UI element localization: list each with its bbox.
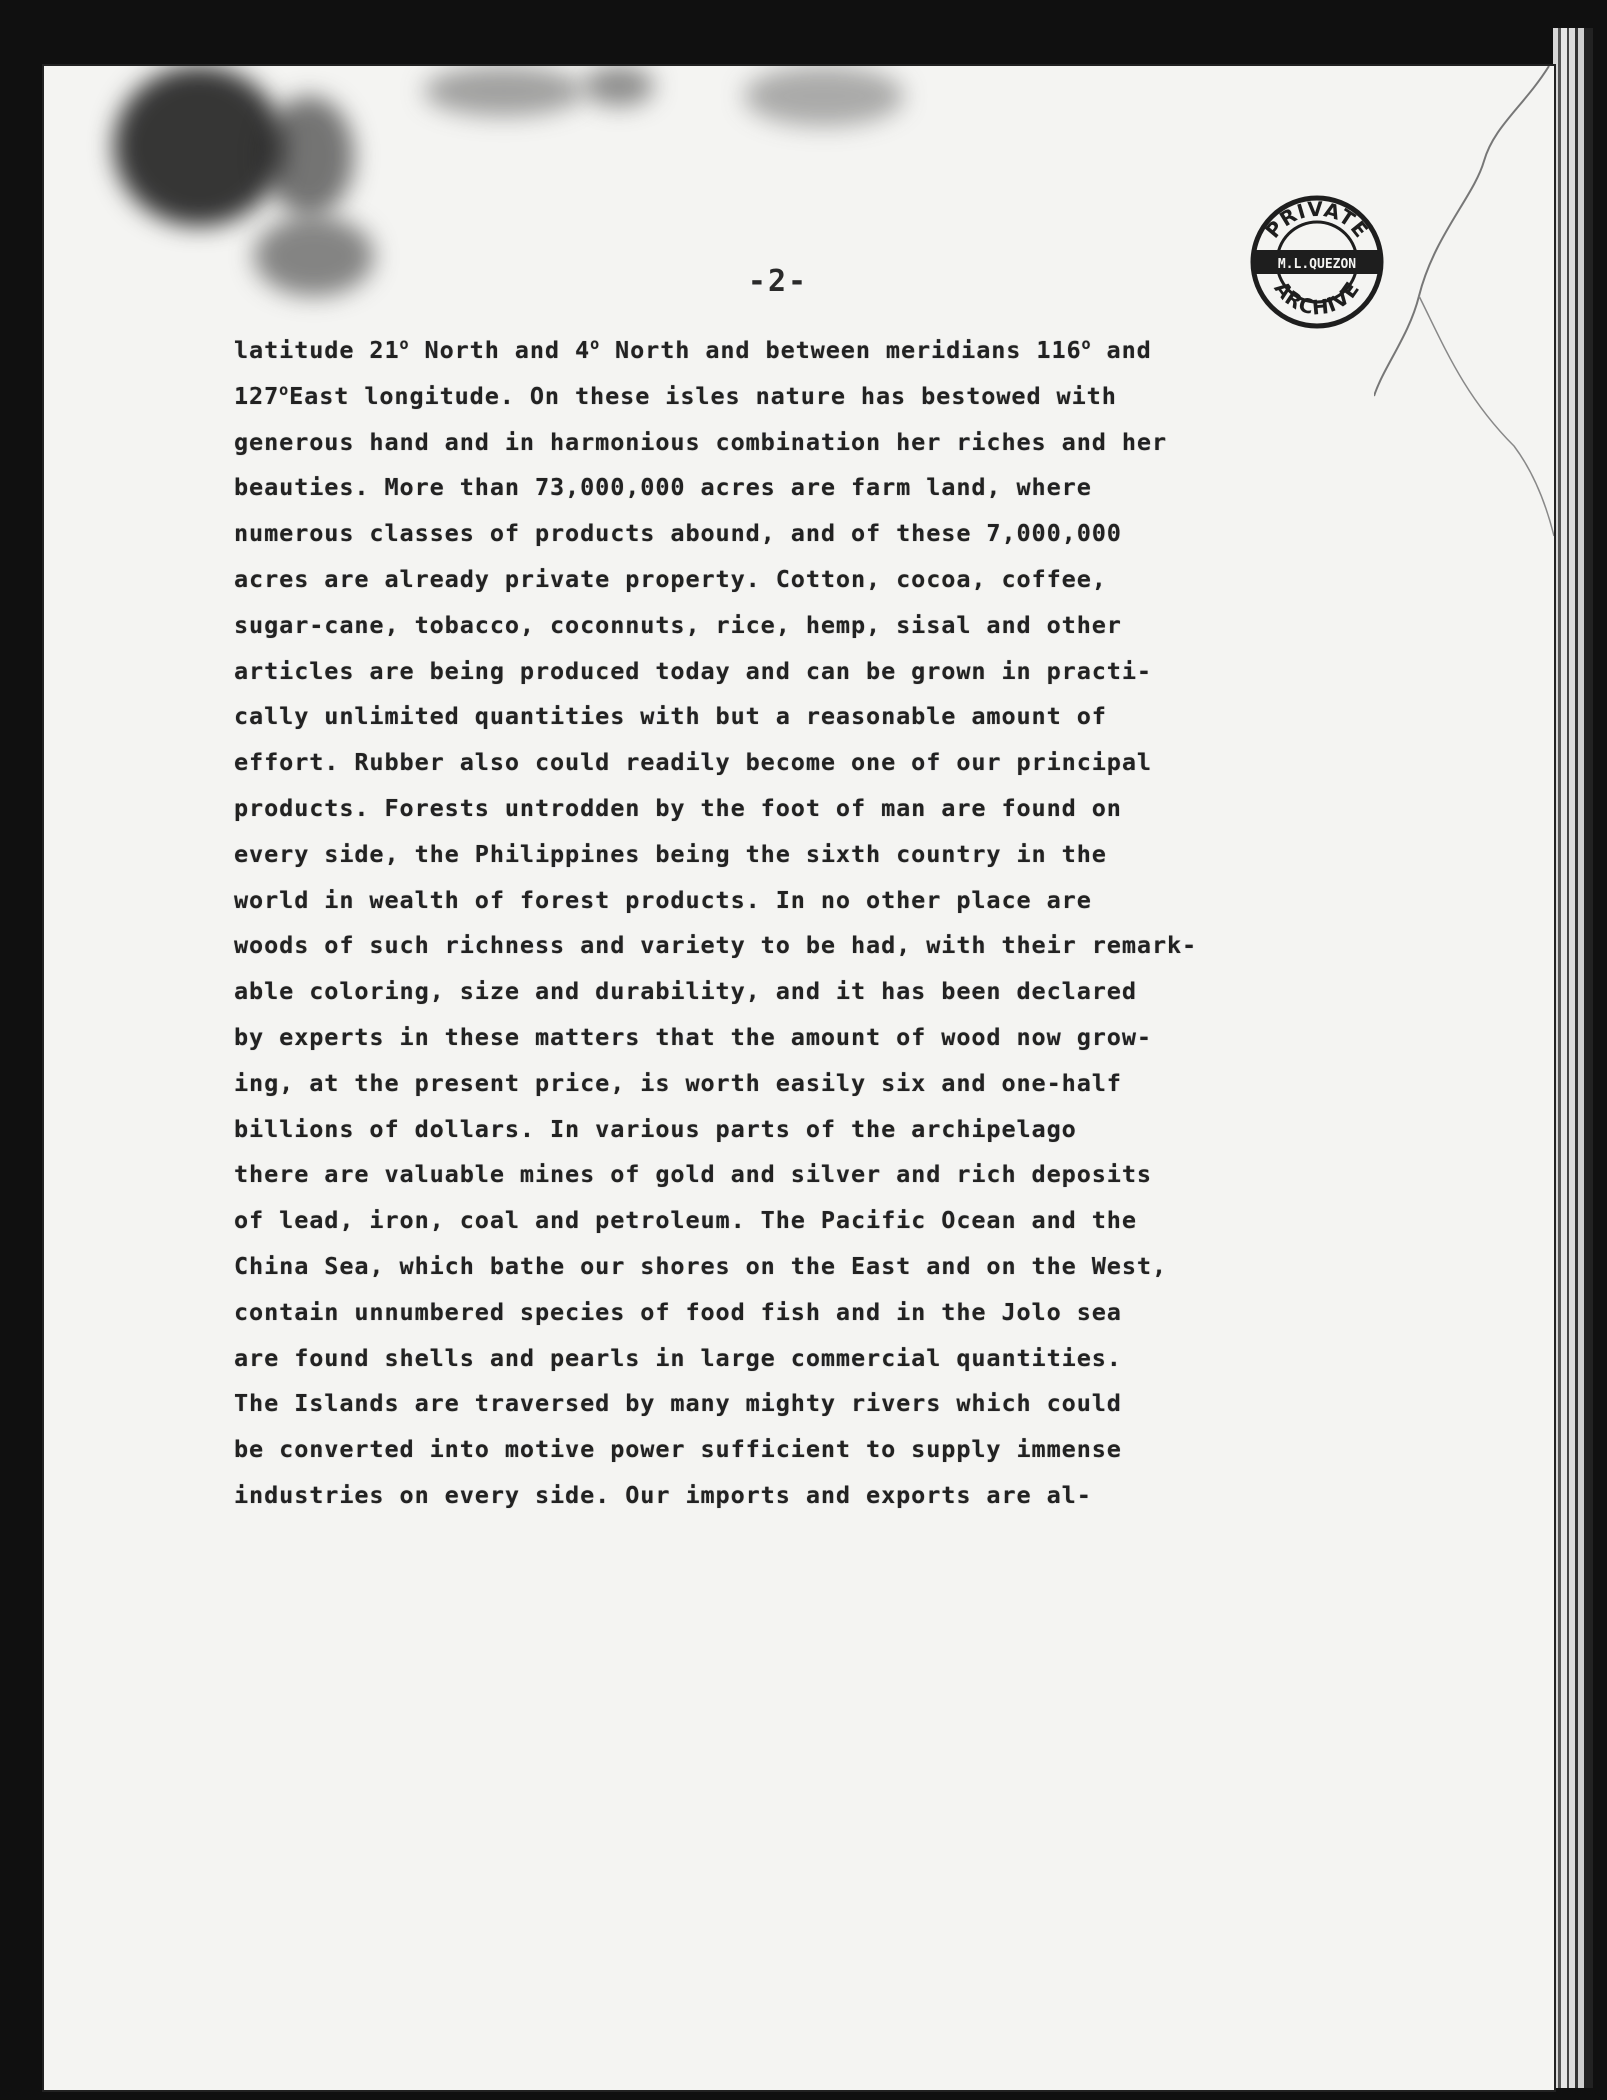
text-segment: able coloring, size and durability, and it has been declared [234,977,1137,1006]
stamp-middle-text: M.L.QUEZON [1277,257,1357,272]
text-segment: 127 [234,381,280,410]
ink-smudge [744,66,904,126]
text-line [234,649,1474,695]
ink-smudge [264,96,354,216]
ink-smudge [254,216,374,296]
text-segment: China Sea, which bathe our shores on the East and on the West, [234,1251,1167,1280]
svg-text:ARCHIVE [1269,277,1364,320]
text-line [234,1152,1474,1198]
stamp-bottom-text: ARCHIVE [1269,276,1365,320]
archive-stamp [1247,192,1387,332]
text-segment: products. Forests untrodden by the foot of man are found on [234,793,1122,822]
text-line [234,557,1474,603]
stamp-top-text: PRIVATE [1260,196,1374,243]
text-segment: billions of dollars. In various parts of the archipelago [234,1114,1077,1143]
degree-superscript: o [1081,335,1092,353]
text-line [234,1473,1474,1519]
text-line [234,1244,1474,1290]
text-segment: there are valuable mines of gold and silver and rich deposits [234,1160,1152,1189]
page-number: -2- [747,264,809,299]
degree-superscript: o [399,335,410,353]
text-segment: woods of such richness and variety to be had, with their remark- [234,931,1198,960]
text-line [234,1290,1474,1336]
text-line [234,511,1474,557]
text-segment: beauties. More than 73,000,000 acres are farm land, where [234,473,1092,502]
text-line [234,969,1474,1015]
text-line [234,374,1474,420]
text-segment: The Islands are traversed by many mighty rivers which could [234,1389,1122,1418]
text-line [234,328,1474,374]
document-page [44,66,1554,2090]
text-segment: East longitude. On these isles nature has bestowed with [289,381,1117,410]
text-segment: of lead, iron, coal and petroleum. The Pacific Ocean and the [234,1206,1137,1235]
stacked-page-edges [1553,28,1593,2088]
text-line [234,832,1474,878]
text-line [234,878,1474,924]
degree-superscript: o [279,380,290,399]
text-line [234,1427,1474,1473]
svg-text:PRIVATE [1260,197,1373,243]
text-segment: every side, the Philippines being the sixth country in the [234,839,1107,868]
text-segment: and [1091,336,1152,364]
text-segment: articles are being produced today and can be grown in practi- [234,656,1152,685]
text-line [234,1198,1474,1244]
text-line [234,923,1474,969]
text-segment: generous hand and in harmonious combination her riches and her [234,427,1167,456]
text-segment: latitude 21 [234,336,400,364]
text-line [234,1381,1474,1427]
text-line [234,1336,1474,1382]
text-segment: effort. Rubber also could readily become one of our principal [234,748,1152,777]
ink-smudge [114,66,284,226]
text-segment: acres are already private property. Cotton, cocoa, coffee, [234,564,1107,593]
body-text [234,328,1474,1519]
text-segment: be converted into motive power sufficient to supply immense [234,1435,1122,1464]
text-segment: ing, at the present price, is worth easily six and one-half [234,1068,1122,1097]
text-line [234,1107,1474,1153]
ink-smudge [584,66,654,106]
text-segment: are found shells and pearls in large commercial quantities. [234,1343,1122,1372]
text-segment: world in wealth of forest products. In no other place are [234,885,1092,914]
text-line [234,1015,1474,1061]
text-line [234,1061,1474,1107]
degree-superscript: o [590,335,600,353]
text-line [234,465,1474,511]
text-segment: cally unlimited quantities with but a reasonable amount of [234,702,1107,731]
text-line [234,603,1474,649]
text-segment: industries on every side. Our imports and exports are al- [234,1480,1092,1509]
text-segment: by experts in these matters that the amount of wood now grow- [234,1022,1152,1051]
text-segment: North and 4 [409,336,591,364]
text-segment: sugar-cane, tobacco, coconnuts, rice, hemp, sisal and other [234,610,1122,639]
text-line [234,740,1474,786]
text-segment: numerous classes of products abound, and of these 7,000,000 [234,519,1122,548]
text-segment: contain unnumbered species of food fish and in the Jolo sea [234,1297,1122,1326]
ink-smudge [424,66,584,116]
text-segment: North and between meridians 116 [600,336,1082,364]
text-line [234,786,1474,832]
text-line [234,420,1474,466]
text-line [234,694,1474,740]
